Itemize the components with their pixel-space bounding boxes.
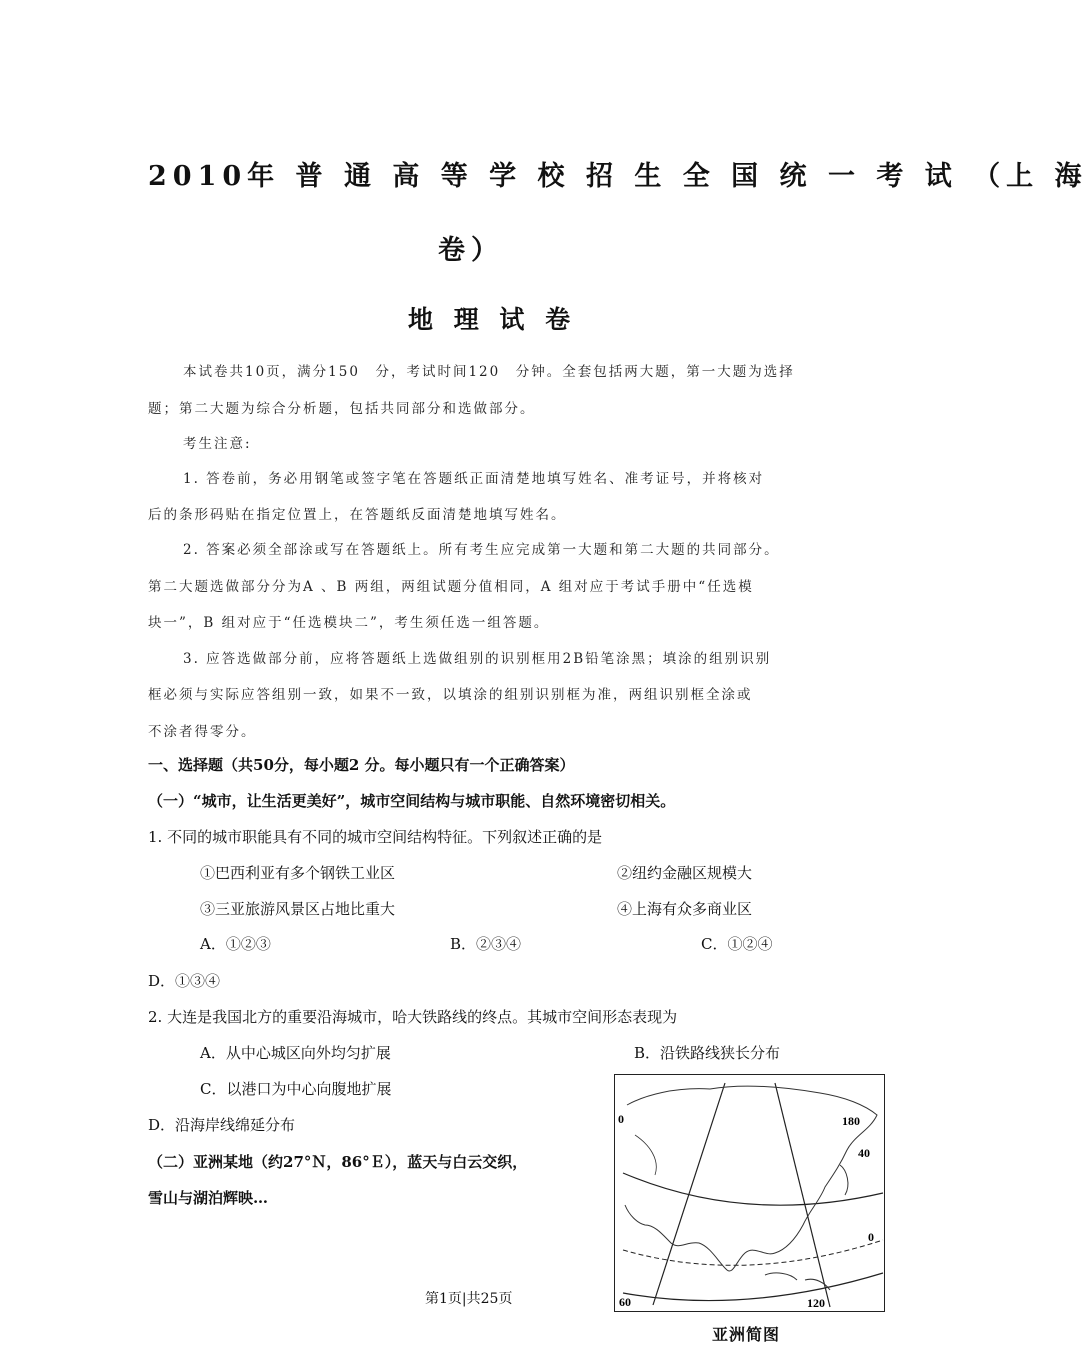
latitude-line-40 <box>623 1173 883 1205</box>
group-2-heading-line-2: 雪山与湖泊辉映… <box>148 1189 269 1207</box>
map-label-180: 180 <box>842 1114 860 1128</box>
notice-2-line-1: 2. 答案必须全部涂或写在答题纸上。所有考生应完成第一大题和第二大题的共同部分。 <box>183 542 780 558</box>
notice-1-line-1: 1. 答卷前，务必用钢笔或签字笔在答题纸正面清楚地填写姓名、准考证号，并将核对 <box>183 471 765 487</box>
intro-line-2: 题；第二大题为综合分析题，包括共同部分和选做部分。 <box>148 401 536 417</box>
map-label-40: 40 <box>858 1146 870 1160</box>
meridian-60 <box>653 1083 725 1305</box>
q2-option-b: B．沿铁路线狭长分布 <box>634 1044 781 1062</box>
asia-map-drawing <box>615 1075 884 1311</box>
notice-heading: 考生注意: <box>183 436 252 452</box>
exam-title-line1: 2010年 普 通 高 等 学 校 招 生 全 国 统 一 考 试 （上 海 <box>148 161 1088 192</box>
q1-option-b: B．②③④ <box>450 935 522 953</box>
map-label-0-top: 0 <box>618 1112 624 1126</box>
section-1-heading: 一、选择题（共50分，每小题2 分。每小题只有一个正确答案） <box>148 756 575 774</box>
q1-item-3: ③三亚旅游风景区占地比重大 <box>200 900 396 918</box>
map-caption: 亚洲简图 <box>712 1325 781 1344</box>
asia-map <box>614 1074 885 1312</box>
q1-item-1: ①巴西利亚有多个钢铁工业区 <box>200 864 396 882</box>
q1-option-c: C．①②④ <box>701 935 773 953</box>
q1-option-a: A．①②③ <box>200 935 271 953</box>
question-1-stem: 1. 不同的城市职能具有不同的城市空间结构特征。下列叙述正确的是 <box>148 828 603 846</box>
asia-coastline <box>625 1086 877 1271</box>
notice-3-line-2: 框必须与实际应答组别一致，如果不一致，以填涂的组别识别框为准，两组识别框全涂或 <box>148 687 753 703</box>
group-2-heading-line-1: （二）亚洲某地（约27°Ｎ，86°Ｅ），蓝天与白云交织， <box>148 1153 528 1171</box>
map-label-60: 60 <box>619 1295 631 1309</box>
inland-sea <box>635 1135 656 1175</box>
q2-option-c: C．以港口为中心向腹地扩展 <box>200 1080 392 1098</box>
q2-option-d: D．沿海岸线绵延分布 <box>148 1116 296 1134</box>
exam-subtitle: 地 理 试 卷 <box>408 305 577 334</box>
southeast-islands <box>765 1273 830 1290</box>
notice-2-line-2: 第二大题选做部分分为A 、B 两组，两组试题分值相同，A 组对应于考试手册中“任选模 <box>148 579 754 595</box>
japan-islands <box>840 1165 848 1195</box>
map-label-0-right: 0 <box>868 1230 874 1244</box>
notice-3-line-3: 不涂者得零分。 <box>148 724 257 740</box>
q1-option-d: D．①③④ <box>148 972 221 990</box>
notice-1-line-2: 后的条形码贴在指定位置上，在答题纸反面清楚地填写姓名。 <box>148 507 567 523</box>
notice-2-line-3: 块一”，B 组对应于“任选模块二”，考生须任选一组答题。 <box>148 615 550 631</box>
notice-3-line-1: 3. 应答选做部分前，应将答题纸上选做组别的识别框用2B铅笔涂黑；填涂的组别识别 <box>183 651 772 667</box>
tropic-line <box>623 1240 883 1265</box>
q1-item-2: ②纽约金融区规模大 <box>617 864 753 882</box>
q2-option-a: A．从中心城区向外均匀扩展 <box>200 1044 391 1062</box>
q1-item-4: ④上海有众多商业区 <box>617 900 753 918</box>
intro-line-1: 本试卷共10页，满分150 分，考试时间120 分钟。全套包括两大题，第一大题为选择 <box>183 364 795 380</box>
page-footer: 第1页|共25页 <box>425 1291 513 1307</box>
group-1-heading: （一）“城市，让生活更美好”，城市空间结构与城市职能、自然环境密切相关。 <box>148 792 676 810</box>
map-label-120: 120 <box>807 1296 825 1310</box>
exam-title-line2: 卷） <box>438 235 504 266</box>
question-2-stem: 2. 大连是我国北方的重要沿海城市，哈大铁路线的终点。其城市空间形态表现为 <box>148 1008 678 1026</box>
